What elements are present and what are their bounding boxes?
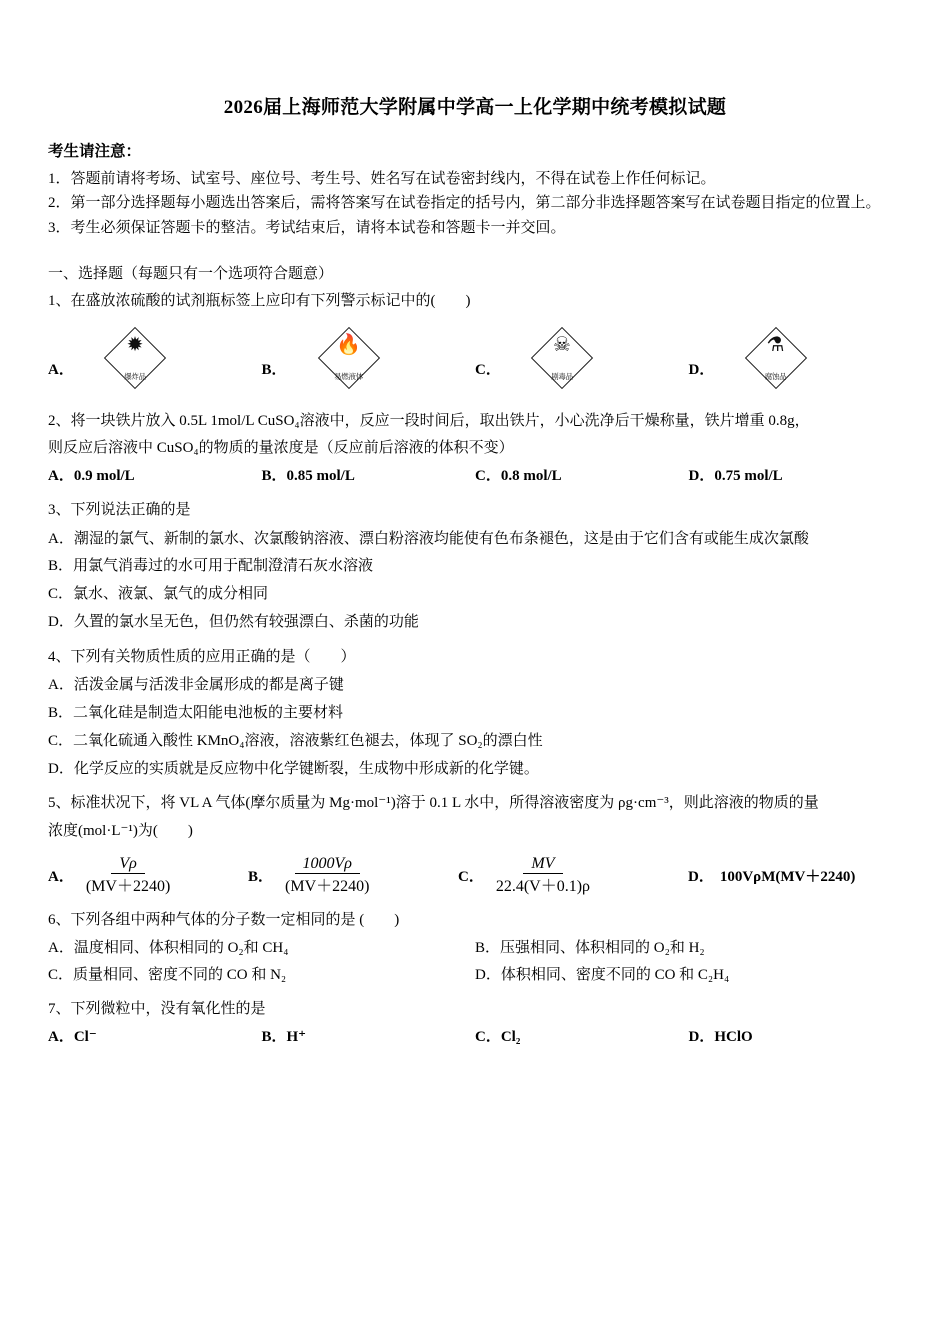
hazard-option-b[interactable]	[262, 329, 476, 387]
question-5-option-b[interactable]	[248, 855, 458, 896]
question-4-option-d[interactable]: D．化学反应的实质就是反应物中化学键断裂，生成物中形成新的化学键。	[48, 760, 539, 777]
corrosive-caption: 腐蚀品	[764, 371, 787, 381]
question-2-option-c[interactable]: C．0.8 mol/L	[475, 468, 562, 485]
corrosive-hazard-icon	[747, 329, 805, 387]
question-3-option-a[interactable]: A．潮湿的氯气、新制的氯水、次氯酸钠溶液、漂白粉溶液均能使有色布条褪色，这是由于它们含有或能生成次氯酸	[48, 530, 809, 547]
question-5-options	[48, 855, 902, 896]
question-7-number: 7、	[48, 1000, 71, 1017]
question-6-option-a[interactable]: A．温度相同、体积相同的 O₂和 CH₄	[48, 939, 289, 956]
explosive-glyph: ✹	[126, 333, 144, 356]
question-5-option-a-fraction	[80, 855, 176, 896]
hazard-option-d-label: D．	[688, 361, 715, 378]
question-3-text: 下列说法正确的是	[70, 501, 191, 518]
question-1-number: 1、	[48, 292, 71, 309]
question-5-number: 5、	[48, 795, 71, 812]
flammable-glyph: 🔥	[336, 333, 361, 356]
question-5-option-a-numerator: Vρ	[111, 855, 144, 874]
notice-item-1: 1．答题前请将考场、试室号、座位号、考生号、姓名写在试卷密封线内，不得在试卷上作任何标记。	[48, 171, 716, 187]
question-4-option-a[interactable]: A．活泼金属与活泼非金属形成的都是离子键	[48, 677, 344, 694]
question-5-option-c-denominator: 22.4(V＋0.1)ρ	[495, 877, 591, 895]
question-6-option-b[interactable]: B．压强相同、体积相同的 O₂和 H₂	[475, 939, 705, 956]
question-3-number: 3、	[48, 501, 71, 518]
explosive-hazard-icon	[106, 329, 164, 387]
hazard-option-a[interactable]	[48, 329, 262, 387]
question-6-option-d[interactable]: D．体积相同、密度不同的 CO 和 C₂H₄	[475, 967, 730, 984]
question-7-option-d[interactable]: D．HClO	[688, 1028, 753, 1045]
question-3-option-c[interactable]: C．氯水、液氯、氯气的成分相同	[48, 586, 269, 603]
question-2-option-b[interactable]: B．0.85 mol/L	[261, 468, 355, 485]
question-5-stem-line1	[48, 791, 902, 817]
question-3-option-b[interactable]: B．用氯气消毒过的水可用于配制澄清石灰水溶液	[48, 558, 374, 575]
page-title: 2026届上海师范大学附属中学高一上化学期中统考模拟试题	[223, 97, 727, 118]
question-5-option-a-denominator: (MV＋2240)	[85, 877, 171, 895]
question-5-option-b-fraction	[279, 855, 375, 896]
question-7-option-a[interactable]: A．Cl⁻	[48, 1028, 97, 1045]
hazard-option-c-label: C．	[475, 361, 501, 378]
question-2-options	[48, 464, 902, 490]
question-1-stem	[48, 289, 902, 315]
toxic-caption: 剧毒品	[551, 371, 573, 381]
skull-glyph: ☠	[553, 333, 571, 356]
question-5-option-b-numerator: 1000Vρ	[295, 855, 360, 874]
question-5-option-a-label: A．	[48, 868, 74, 885]
question-2-stem-line2: 则反应后溶液中 CuSO₄的物质的量浓度是（反应前后溶液的体积不变）	[48, 440, 514, 457]
question-7-text: 下列微粒中，没有氧化性的是	[70, 1000, 266, 1017]
question-6-number: 6、	[48, 911, 71, 928]
question-5-option-a[interactable]	[48, 855, 248, 896]
explosive-caption: 爆炸品	[124, 371, 146, 381]
question-5-option-c-fraction	[490, 855, 596, 896]
corrosive-glyph: ⚗	[766, 333, 785, 356]
flammable-liquid-hazard-icon	[320, 329, 378, 387]
question-2-option-a[interactable]: A．0.9 mol/L	[48, 468, 135, 485]
question-2-number: 2、	[48, 412, 71, 429]
question-7-options	[48, 1025, 902, 1051]
question-5-option-b-denominator: (MV＋2240)	[285, 877, 370, 895]
question-5-option-c-label: C．	[458, 868, 484, 885]
question-6-options-row1	[48, 936, 902, 962]
question-4-option-c[interactable]: C．二氧化硫通入酸性 KMnO₄溶液，溶液紫红色褪去，体现了 SO₂的漂白性	[48, 732, 543, 749]
question-5-option-d-label: D．	[688, 868, 714, 885]
hazard-option-c[interactable]	[475, 329, 689, 387]
question-1-hazard-options	[48, 329, 902, 387]
question-5-option-d-text: 100VρM(MV＋2240)	[719, 868, 856, 885]
notice-item-2: 2．第一部分选择题每小题选出答案后，需将答案写在试卷指定的括号内，第二部分非选择题答案写在试卷题目指定的位置上。	[48, 195, 881, 212]
question-5-option-b-label: B．	[248, 868, 274, 885]
notice-heading: 考生请注意：	[48, 143, 142, 160]
section-title: 一、选择题（每题只有一个选项符合题意）	[48, 265, 334, 282]
toxic-hazard-icon	[533, 329, 591, 387]
question-5-stem-line2: 浓度(mol·L⁻¹)为( )	[48, 823, 193, 840]
question-7-option-b[interactable]: B．H⁺	[261, 1028, 307, 1045]
question-5-option-c-numerator: MV	[523, 855, 562, 874]
question-5-text-1: 标准状况下，将 VL A 气体(摩尔质量为 Mg·mol⁻¹)溶于 0.1 L 水中，所得溶液密度为 ρg·cm⁻³，则此溶液的物质的量	[70, 795, 819, 812]
question-4-option-b[interactable]: B．二氧化硅是制造太阳能电池板的主要材料	[48, 705, 344, 722]
flammable-caption: 易燃液体	[334, 371, 363, 381]
question-2-stem-line1	[48, 409, 902, 435]
question-2-text-1: 将一块铁片放入 0.5L 1mol/L CuSO₄溶液中，反应一段时间后，取出铁片，小心洗净后干燥称量，铁片增重 0.8g，	[70, 412, 810, 429]
hazard-option-d[interactable]	[689, 329, 903, 387]
question-6-option-c[interactable]: C．质量相同、密度不同的 CO 和 N₂	[48, 967, 287, 984]
question-5-option-c[interactable]	[458, 855, 688, 896]
question-4-number: 4、	[48, 648, 71, 665]
question-5-option-d[interactable]	[688, 865, 855, 886]
question-6-text: 下列各组中两种气体的分子数一定相同的是 ( )	[70, 911, 400, 928]
question-4-stem	[48, 645, 902, 671]
question-7-option-c[interactable]: C．Cl₂	[475, 1028, 521, 1045]
question-4-text: 下列有关物质性质的应用正确的是（ ）	[70, 648, 356, 665]
hazard-option-a-label: A．	[48, 361, 74, 378]
question-6-stem	[48, 908, 902, 934]
question-1-text: 在盛放浓硫酸的试剂瓶标签上应印有下列警示标记中的( )	[70, 292, 471, 309]
question-3-option-d[interactable]: D．久置的氯水呈无色，但仍然有较强漂白、杀菌的功能	[48, 613, 419, 630]
hazard-option-b-label: B．	[261, 361, 287, 378]
question-6-options-row2	[48, 963, 902, 989]
question-7-stem	[48, 997, 902, 1023]
notice-item-3: 3．考生必须保证答题卡的整洁。考试结束后，请将本试卷和答题卡一并交回。	[48, 219, 566, 236]
question-2-option-d[interactable]: D．0.75 mol/L	[688, 468, 783, 485]
question-3-stem	[48, 498, 902, 524]
